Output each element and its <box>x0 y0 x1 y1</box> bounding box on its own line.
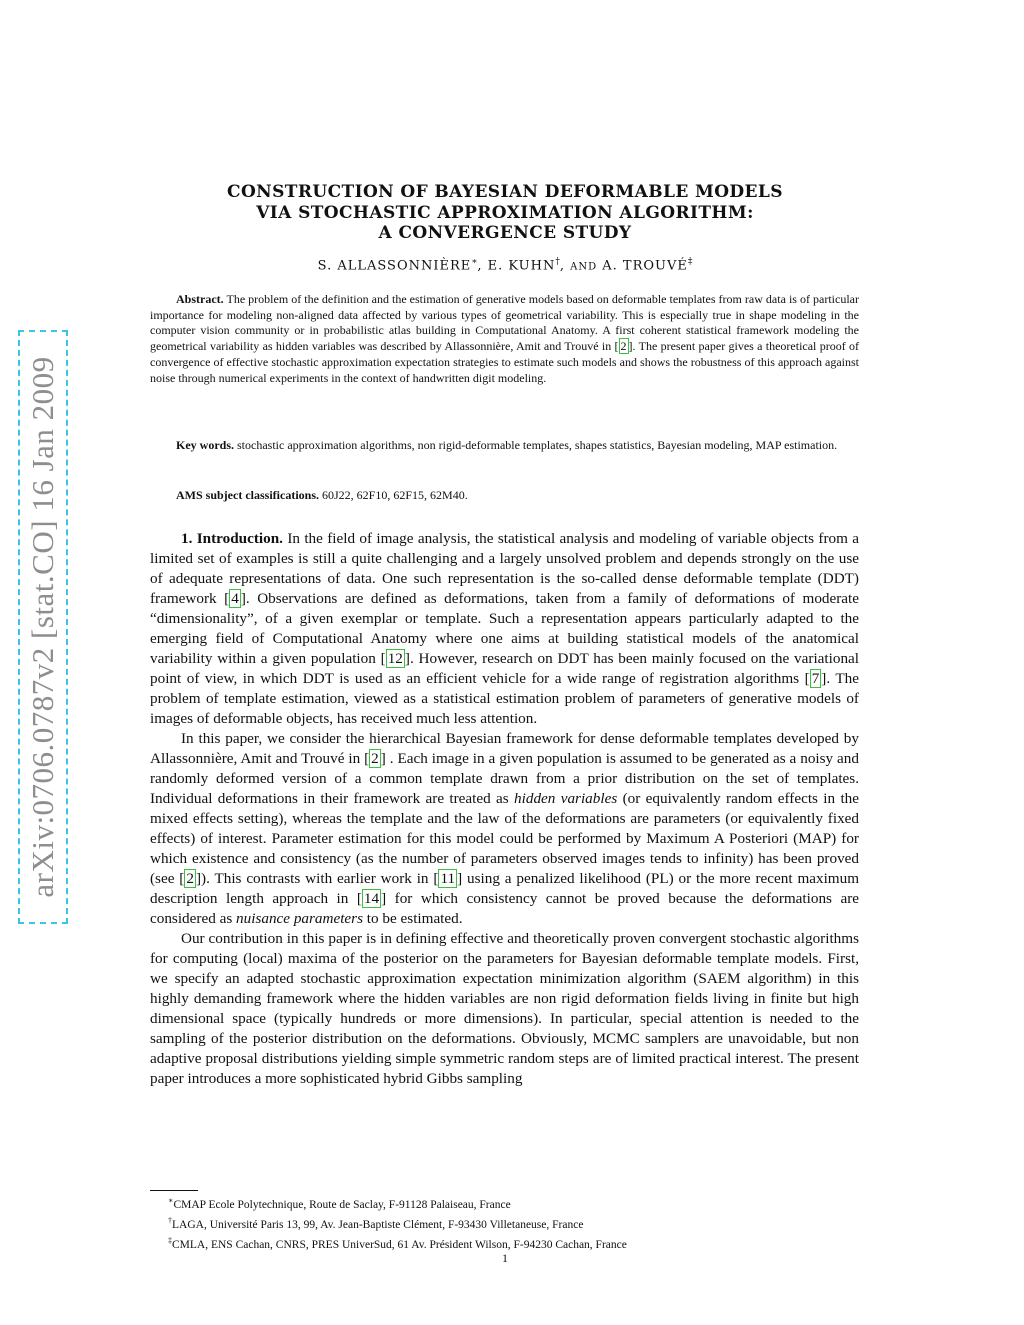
footnote-2-text: LAGA, Université Paris 13, 99, Av. Jean-Baptiste Clément, F-93430 Villetaneuse, France <box>172 1218 584 1231</box>
keywords <box>150 438 859 454</box>
footnote-3-mark: ‡ <box>168 1235 172 1245</box>
footnote-1-mark: ∗ <box>168 1196 174 1205</box>
intro-paragraph-3: Our contribution in this paper is in defining effective and theoretically proven convergent stochastic algorithms for computing (local) maxima of the posterior on the parameters for Bayesian deformable template models. First, we specify an adapted stochastic approximation expectation minimization algorithm (SAEM algorithm) in this highly demanding framework where the hidden variables are non rigid deformation fields living in finite but high dimensional space (typically hundreds or more dimensions). In particular, special attention is needed to the sampling of the posterior distribution on the deformations. Obviously, MCMC samplers are unavoidable, but non adaptive proposal distributions yielding simple symmetric random steps are of limited practical interest. The present paper introduces a more sophisticated hybrid Gibbs sampling <box>150 930 859 1087</box>
intro-p2-text-f: for which consistency cannot be proved because the deformations are considered as <box>150 890 859 927</box>
keywords-text: stochastic approximation algorithms, non rigid-deformable templates, shapes statistics, Bayesian modeling, MAP estimation. <box>237 438 838 452</box>
ams-text: 60J22, 62F10, 62F15, 62M40. <box>322 488 468 502</box>
abstract-text: The problem of the definition and the estimation of generative models based on deformable templates from raw data is of particular importance for modeling non-aligned data affected by various types of geometrical variability. This is especially true in shape modeling in the computer vision community or in probabilistic atlas building in Computational Anatomy. A first coherent statistical framework modeling the geometrical variability as hidden variables was described by Allassonnière, Amit and Trouvé in <box>150 292 859 354</box>
intro-p1-text-c: . However, research on DDT has been mainly focused on the variational point of view, in which DDT is used as an efficient vehicle for a wide range of registration algorithms <box>150 650 859 687</box>
footnote-2-mark: † <box>168 1215 172 1225</box>
intro-paragraph-1: 1. Introduction. In the field of image analysis, the statistical analysis and modeling of variable objects from a limited set of examples is still a quite challenging and a largely unsolved problem and depends strongly on the use of adequate representations of data. One such representation is the so-called dense deformable template (DDT) framework [ 4 ]. Observations are defined as deformations, taken from a family of deformations of moderate “dimensionality”, of a given exemplar or template. Such a representation appears particularly adapted to the emerging field of Computational Anatomy where one aims at building statistical models of the anatomical variability within a given population [ 12 ]. However, research on DDT has been mainly focused on the variational point of view, in which DDT is used as an efficient vehicle for a wide range of registration algorithms [ 7 ]. The problem of template estimation, viewed as a statistical estimation problem of parameters of generative models of images of deformable objects, has received much less attention. <box>150 530 860 727</box>
abstract: Abstract. The problem of the definition and the estimation of generative models based on deformable templates from raw data is of particular importance for modeling non-aligned data affected by various types of geometrical variability. This is especially true in shape modeling in the computer vision community or in probabilistic atlas building in Computational Anatomy. A first coherent statistical framework modeling the geometrical variability as hidden variables was described by Allassonnière, Amit and Trouvé in [ 2 ]. The present paper gives a theoretical proof of convergence of effective stochastic approximation expectation strategies to estimate such models and shows the robustness of this approach against noise through numerical experiments in the context of handwritten digit modeling. <box>150 292 859 385</box>
footnote-1-text: CMAP Ecole Polytechnique, Route de Saclay, F-91128 Palaiseau, France <box>173 1198 511 1211</box>
intro-p2-text-d: ). This contrasts with earlier work in <box>201 870 429 887</box>
section-heading: 1. Introduction. <box>181 530 283 547</box>
author-1-mark: ∗ <box>471 257 478 267</box>
author-2: E. KUHN <box>487 258 556 274</box>
author-2-mark: † <box>555 257 560 267</box>
ams-classification <box>150 488 859 504</box>
footnote-rule <box>150 1190 198 1191</box>
citation-2[interactable]: 2 <box>371 750 379 767</box>
page-number: 1 <box>502 1251 508 1265</box>
author-list: S. ALLASSONNIÈRE∗, E. KUHN†, AND A. TROUVÉ‡ <box>317 257 693 274</box>
intro-p1-text-b: . Observations are defined as deformations, taken from a family of deformations of moderate “dimensionality”, of a given exemplar or template. Such a representation appears particularly adapted to the emerging field of Computational Anatomy where one aims at building statistical models of the anatomical variability within a given population <box>150 590 860 667</box>
citation-4[interactable]: 4 <box>231 590 239 607</box>
citation-14[interactable]: 14 <box>363 890 380 907</box>
intro-p2-text-g: to be estimated. <box>366 910 463 927</box>
abstract-citation[interactable]: 2 <box>620 339 627 354</box>
footnote-2 <box>150 1213 859 1233</box>
paper-title <box>150 182 860 244</box>
ams-label: AMS subject classifications. <box>176 488 319 502</box>
intro-p1-text-a: In the field of image analysis, the statistical analysis and modeling of variable objects from a limited set of examples is still a quite challenging and a largely unsolved problem and depends strongly on the use of adequate representations of data. One such representation is the so-called dense deformable template (DDT) framework <box>150 530 860 607</box>
author-sep: AND <box>570 261 598 273</box>
title-line-2: VIA STOCHASTIC APPROXIMATION ALGORITHM: <box>256 202 754 223</box>
intro-p2-text-e: using a penalized likelihood (PL) or the more recent maximum description length approach in <box>150 870 860 907</box>
citation-12[interactable]: 12 <box>387 650 403 667</box>
arxiv-id: arXiv:0706.0787v2 [stat.CO] 16 Jan 2009 <box>25 356 60 898</box>
arxiv-stamp <box>18 330 68 924</box>
emphasis-nuisance-parameters: nuisance parameters <box>236 910 363 927</box>
author-1: S. ALLASSONNIÈRE <box>317 258 472 274</box>
footnote-3-text: CMLA, ENS Cachan, CNRS, PRES UniverSud, 61 Av. Président Wilson, F-94230 Cachan, France <box>172 1238 627 1251</box>
keywords-label: Key words. <box>176 438 234 452</box>
citation-2b[interactable]: 2 <box>186 870 194 887</box>
intro-p1-text-d: . The problem of template estimation, viewed as a statistical estimation problem of parameters of generative models of images of deformable objects, has received much less attention. <box>150 670 860 727</box>
emphasis-hidden-variables: hidden variables <box>514 790 618 807</box>
abstract-text-end: . The present paper gives a theoretical proof of convergence of effective stochastic approximation expectation strategies to estimate such models and shows the robustness of this approach against noise through numerical experiments in the context of handwritten digit modeling. <box>150 339 859 385</box>
intro-p2-text-b: . Each image in a given population is assumed to be generated as a noisy and randomly deformed version of a common template drawn from a prior distribution on the set of templates. Individual deformations in their framework are treated as <box>150 750 859 807</box>
citation-11[interactable]: 11 <box>440 870 456 887</box>
title-line-1: CONSTRUCTION OF BAYESIAN DEFORMABLE MODELS <box>227 182 783 202</box>
author-3: A. TROUVÉ <box>602 258 688 274</box>
title-line-3: A CONVERGENCE STUDY <box>378 223 632 243</box>
citation-7[interactable]: 7 <box>811 670 820 687</box>
introduction-section <box>150 529 859 1089</box>
footnote-3 <box>150 1233 859 1253</box>
footnotes <box>150 1193 859 1252</box>
intro-paragraph-2: In this paper, we consider the hierarchical Bayesian framework for dense deformable templates developed by Allassonnière, Amit and Trouvé in [ 2 ] . Each image in a given population is assumed to be generated as a noisy and randomly deformed version of a common template drawn from a prior distribution on the set of templates. Individual deformations in their framework are treated as hidden variables (or equivalently random effects in the mixed effects setting), whereas the template and the law of the deformations are parameters (or equivalently fixed effects) of interest. Parameter estimation for this model could be performed by Maximum A Posteriori (MAP) for which existence and consistency (as the number of parameters observed images tends to infinity) has been proved (see [ 2 ]). This contrasts with earlier work in [ 11 ] using a penalized likelihood (PL) or the more recent maximum description length approach in [ 14 ] for which consistency cannot be proved because the deformations are considered as nuisance parameters to be estimated. <box>150 730 860 927</box>
footnote-1 <box>150 1193 859 1213</box>
author-3-mark: ‡ <box>687 257 693 267</box>
abstract-label: Abstract. <box>176 292 224 306</box>
intro-p2-text-a: In this paper, we consider the hierarchical Bayesian framework for dense deformable templates developed by Allassonnière, Amit and Trouvé in <box>150 730 859 767</box>
intro-p2-text-c: (or equivalently random effects in the mixed effects setting), whereas the template and the law of the deformations are parameters (or equivalently fixed effects) of interest. Parameter estimation for this model could be performed by Maximum A Posteriori (MAP) for which existence and consistency (as the number of parameters observed images tends to infinity) has been proved (see <box>150 790 860 887</box>
